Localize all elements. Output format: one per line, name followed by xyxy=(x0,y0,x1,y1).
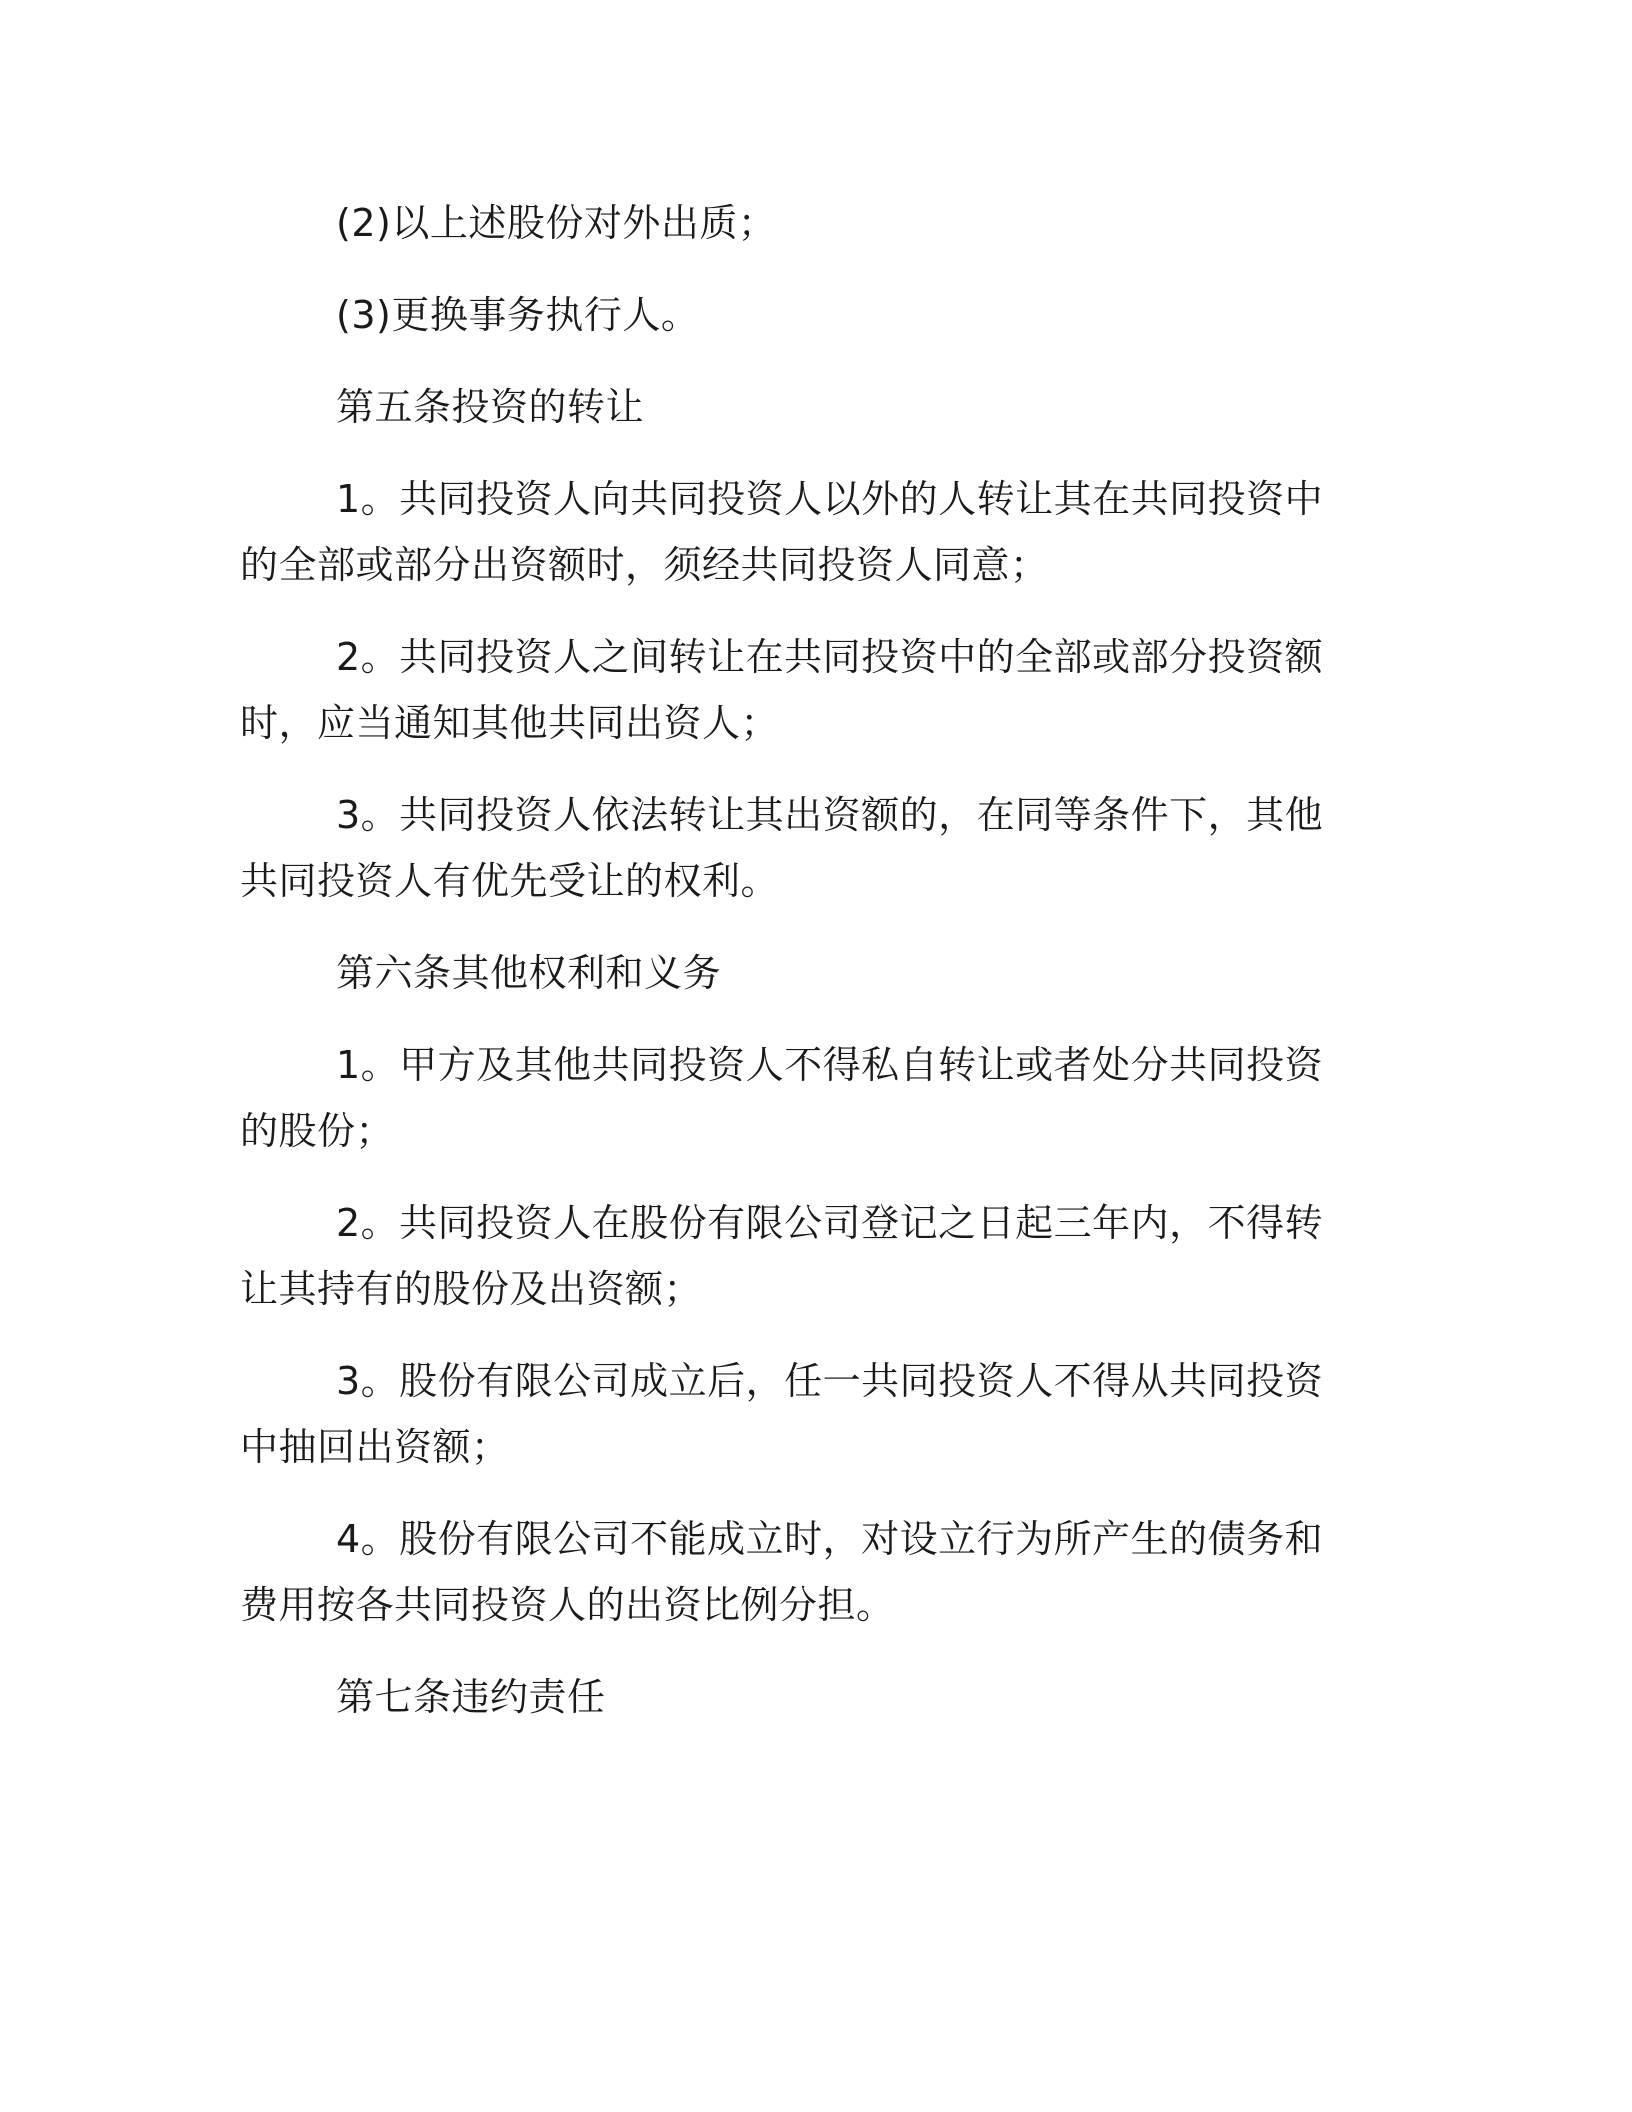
paragraph-gap xyxy=(240,1322,1360,1348)
paragraph-gap xyxy=(240,1638,1360,1664)
article-6-item-1: 1。甲方及其他共同投资人不得私自转让或者处分共同投资的股份； xyxy=(240,1043,1324,1153)
paragraph-gap xyxy=(240,348,1360,374)
clause-item-pledge: (2)以上述股份对外出质； xyxy=(336,201,777,245)
clause-item-replace-executor: (3)更换事务执行人。 xyxy=(336,293,700,337)
article-5-item-2: 2。共同投资人之间转让在共同投资中的全部或部分投资额时，应当通知其他共同出资人； xyxy=(240,635,1324,745)
article-6-item-4: 4。股份有限公司不能成立时，对设立行为所产生的债务和费用按各共同投资人的出资比例分担。 xyxy=(240,1517,1324,1627)
article-5-item-3: 3。共同投资人依法转让其出资额的，在同等条件下，其他共同投资人有优先受让的权利。 xyxy=(240,793,1324,903)
document-body xyxy=(240,190,1360,1730)
paragraph-gap xyxy=(240,598,1360,624)
paragraph-gap xyxy=(240,914,1360,940)
paragraph-gap xyxy=(240,440,1360,466)
article-7-heading: 第七条违约责任 xyxy=(336,1675,606,1719)
paragraph-gap xyxy=(240,1164,1360,1190)
paragraph-gap xyxy=(240,756,1360,782)
article-6-item-2: 2。共同投资人在股份有限公司登记之日起三年内，不得转让其持有的股份及出资额； xyxy=(240,1201,1324,1311)
paragraph-gap xyxy=(240,1006,1360,1032)
article-5-item-1: 1。共同投资人向共同投资人以外的人转让其在共同投资中的全部或部分出资额时，须经共同投资人同意； xyxy=(240,477,1324,587)
paragraph-gap xyxy=(240,1480,1360,1506)
article-6-item-3: 3。股份有限公司成立后，任一共同投资人不得从共同投资中抽回出资额； xyxy=(240,1359,1324,1469)
article-5-heading: 第五条投资的转让 xyxy=(336,385,645,429)
article-6-heading: 第六条其他权利和义务 xyxy=(336,951,722,995)
paragraph-gap xyxy=(240,256,1360,282)
